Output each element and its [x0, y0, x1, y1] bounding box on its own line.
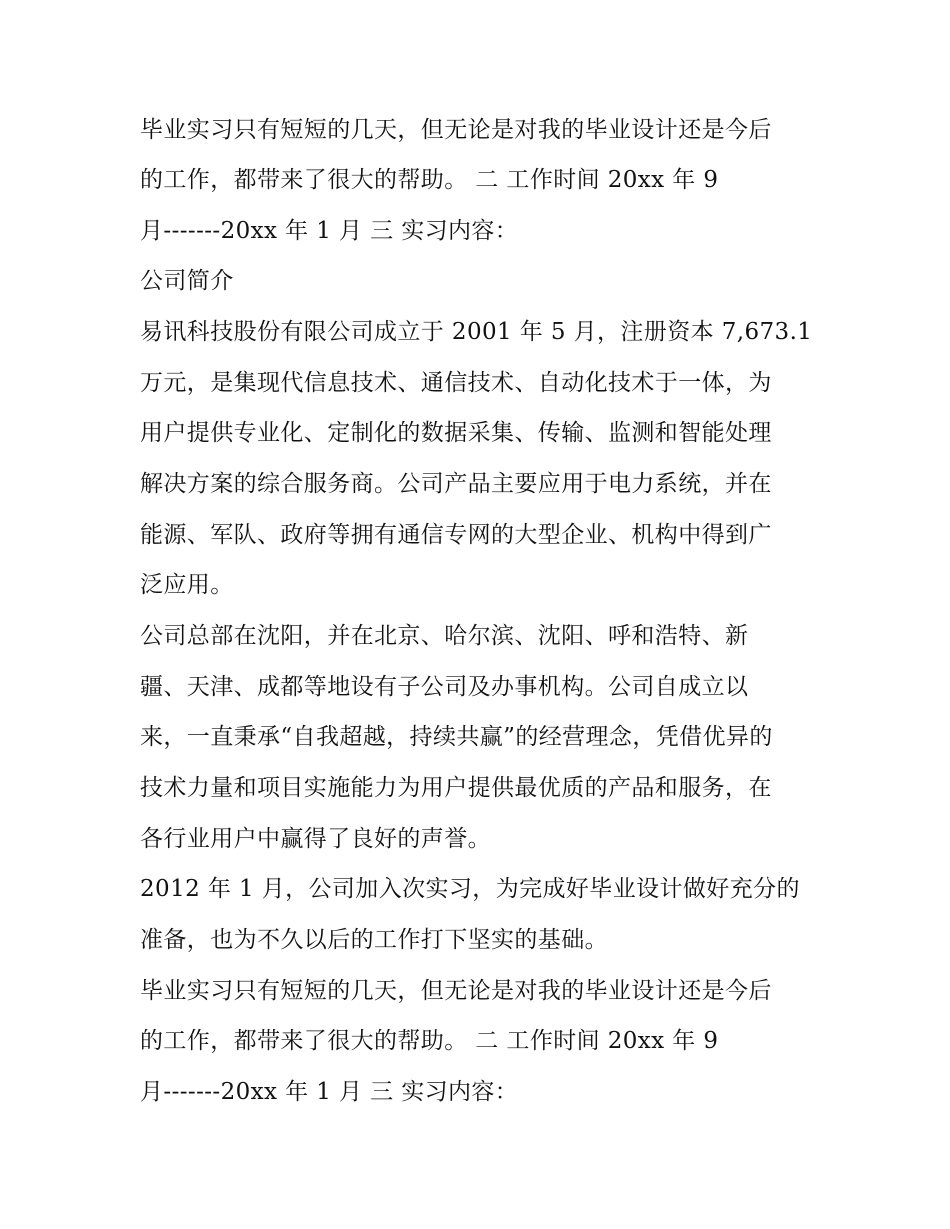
text-line: 月-------20xx 年 1 月 三 实习内容： — [140, 218, 519, 244]
text-line: 的工作，都带来了很大的帮助。 二 工作时间 20xx 年 9 — [140, 1028, 719, 1054]
text-line: 能源、军队、政府等拥有通信专网的大型企业、机构中得到广 — [140, 522, 772, 548]
text-line: 解决方案的综合服务商。公司产品主要应用于电力系统，并在 — [140, 471, 772, 497]
section-heading: 公司简介 — [140, 268, 234, 294]
text-line: 2012 年 1 月，公司加入次实习，为完成好毕业设计做好充分的 — [140, 876, 800, 902]
text-line: 技术力量和项目实施能力为用户提供最优质的产品和服务，在 — [140, 775, 772, 801]
text-line: 准备，也为不久以后的工作打下坚实的基础。 — [140, 927, 608, 953]
text-line: 毕业实习只有短短的几天，但无论是对我的毕业设计还是今后 — [140, 117, 772, 143]
text-line: 来，一直秉承“自我超越，持续共赢”的经营理念，凭借优异的 — [140, 724, 773, 750]
text-line: 万元，是集现代信息技术、通信技术、自动化技术于一体，为 — [140, 370, 772, 396]
text-line: 易讯科技股份有限公司成立于 2001 年 5 月，注册资本 7,673.1 — [140, 319, 813, 345]
text-line: 各行业用户中赢得了良好的声誉。 — [140, 826, 491, 852]
text-line: 公司总部在沈阳，并在北京、哈尔滨、沈阳、呼和浩特、新 — [140, 623, 749, 649]
text-line: 毕业实习只有短短的几天，但无论是对我的毕业设计还是今后 — [140, 978, 772, 1004]
text-line: 用户提供专业化、定制化的数据采集、传输、监测和智能处理 — [140, 420, 772, 446]
text-line: 泛应用。 — [140, 572, 234, 598]
text-line: 的工作，都带来了很大的帮助。 二 工作时间 20xx 年 9 — [140, 167, 719, 193]
text-line: 疆、天津、成都等地设有子公司及办事机构。公司自成立以 — [140, 674, 749, 700]
text-line: 月-------20xx 年 1 月 三 实习内容： — [140, 1079, 519, 1105]
